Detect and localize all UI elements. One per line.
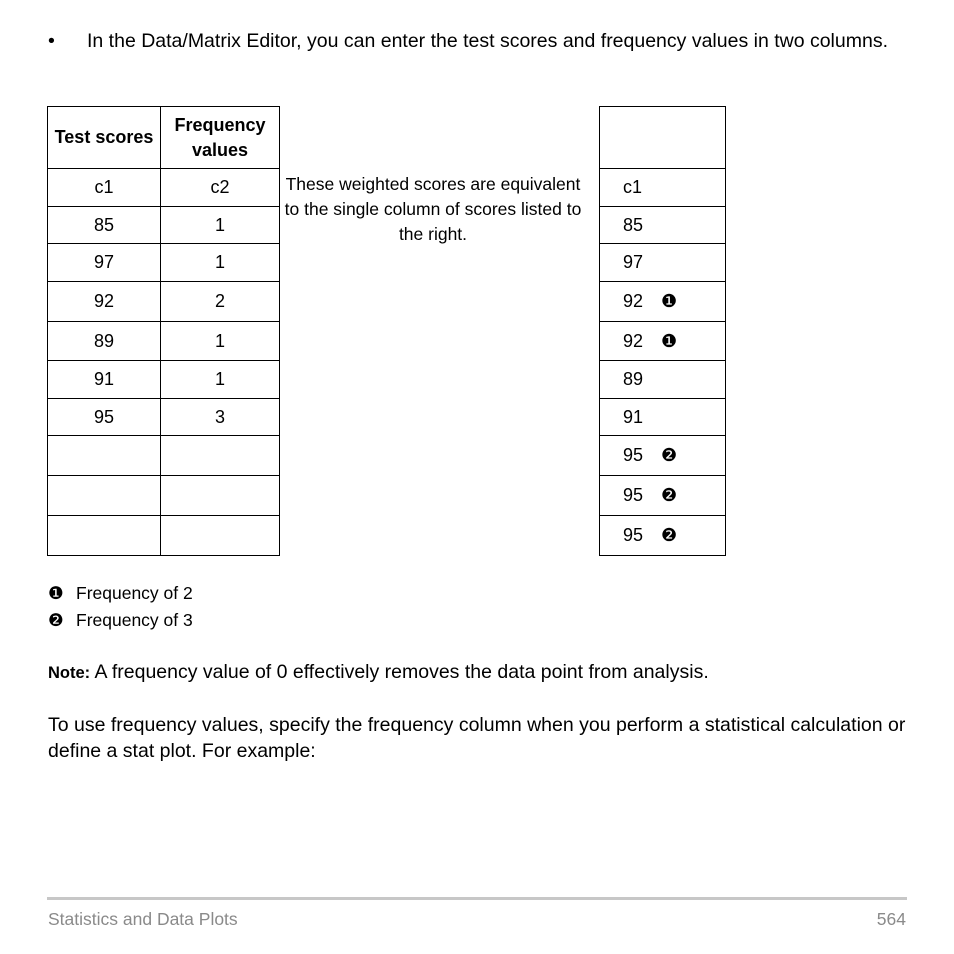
table-row xyxy=(600,322,726,361)
frequency-marker-icon: ❶ xyxy=(661,291,678,311)
test-score-cell: 95 xyxy=(48,399,161,436)
table-row xyxy=(48,169,280,207)
weighted-scores-note: These weighted scores are equivalent to the single column of scores listed to the right. xyxy=(284,174,582,244)
frequency-cell: 1 xyxy=(161,322,280,361)
test-score-cell xyxy=(48,476,161,516)
table-row xyxy=(600,207,726,244)
bullet-symbol: • xyxy=(48,30,55,52)
table-row xyxy=(48,282,280,322)
footer-divider xyxy=(47,897,907,900)
frequency-cell: 1 xyxy=(161,207,280,244)
score-cell xyxy=(600,516,726,556)
single-column-header xyxy=(600,107,726,169)
frequency-marker-icon: ❷ xyxy=(661,525,678,545)
legend-text: Frequency of 2 xyxy=(76,583,193,603)
legend-text: Frequency of 3 xyxy=(76,610,193,630)
score-value: 95 xyxy=(623,525,644,545)
frequency-cell xyxy=(161,436,280,476)
table-header-row xyxy=(48,107,280,169)
score-value: 91 xyxy=(623,406,644,427)
frequency-cell xyxy=(161,516,280,556)
table-row xyxy=(48,361,280,399)
table-row xyxy=(48,436,280,476)
frequency-cell: 1 xyxy=(161,244,280,282)
score-value: 89 xyxy=(623,369,644,389)
page-number: 564 xyxy=(876,909,906,929)
score-value: 95 xyxy=(623,445,644,465)
score-value: 92 xyxy=(623,291,644,311)
score-value: 85 xyxy=(623,214,644,235)
score-value: 92 xyxy=(623,330,644,351)
frequency-marker-icon: ❶ xyxy=(661,330,678,351)
score-cell xyxy=(600,399,726,436)
table-row xyxy=(48,516,280,556)
test-score-cell xyxy=(48,516,161,556)
table-row xyxy=(48,244,280,282)
frequency-cell: c2 xyxy=(161,169,280,207)
table-row xyxy=(48,476,280,516)
header-test-scores: Test scores xyxy=(48,107,161,169)
legend-item xyxy=(48,582,193,604)
score-cell xyxy=(600,244,726,282)
table-row xyxy=(600,282,726,322)
legend-item xyxy=(48,609,193,631)
footer-title: Statistics and Data Plots xyxy=(48,909,238,929)
frequency-cell xyxy=(161,476,280,516)
note-label: Note: xyxy=(48,664,91,682)
score-value: 95 xyxy=(623,485,644,505)
test-score-cell: 91 xyxy=(48,361,161,399)
legend-marker-icon: ❶ xyxy=(48,583,64,603)
table-header-row xyxy=(600,107,726,169)
score-value: c1 xyxy=(623,177,643,197)
test-score-cell: 85 xyxy=(48,207,161,244)
test-score-cell xyxy=(48,436,161,476)
note-text: A frequency value of 0 effectively removes the data point from analysis. xyxy=(90,661,709,683)
table-row xyxy=(600,399,726,436)
score-cell xyxy=(600,361,726,399)
test-score-cell: 97 xyxy=(48,244,161,282)
table-row xyxy=(48,399,280,436)
marker-legend xyxy=(48,582,193,636)
legend-marker-icon: ❷ xyxy=(48,610,64,630)
frequency-marker-icon: ❷ xyxy=(661,445,678,465)
table-row xyxy=(600,244,726,282)
test-score-cell: c1 xyxy=(48,169,161,207)
score-cell xyxy=(600,476,726,516)
table-row xyxy=(48,322,280,361)
score-value: 97 xyxy=(623,252,644,272)
test-score-cell: 89 xyxy=(48,322,161,361)
table-row xyxy=(600,361,726,399)
note-paragraph xyxy=(48,659,928,686)
single-column-table xyxy=(599,106,726,556)
frequency-marker-icon: ❷ xyxy=(661,485,678,505)
table-row xyxy=(600,516,726,556)
test-score-cell: 92 xyxy=(48,282,161,322)
test-scores-table xyxy=(47,106,280,556)
table-row xyxy=(600,476,726,516)
body-paragraph: To use frequency values, specify the frequency column when you perform a statistical calculation or define a stat plot. For example: xyxy=(48,714,906,762)
table-row xyxy=(48,207,280,244)
frequency-cell: 3 xyxy=(161,399,280,436)
frequency-cell: 2 xyxy=(161,282,280,322)
bullet-text: In the Data/Matrix Editor, you can enter the test scores and frequency values in two columns. xyxy=(87,30,888,52)
header-frequency-values: Frequency values xyxy=(161,107,280,169)
score-cell xyxy=(600,282,726,322)
score-cell xyxy=(600,322,726,361)
score-cell xyxy=(600,436,726,476)
table-row xyxy=(600,436,726,476)
table-row xyxy=(600,169,726,207)
score-cell xyxy=(600,169,726,207)
score-cell xyxy=(600,207,726,244)
frequency-cell: 1 xyxy=(161,361,280,399)
